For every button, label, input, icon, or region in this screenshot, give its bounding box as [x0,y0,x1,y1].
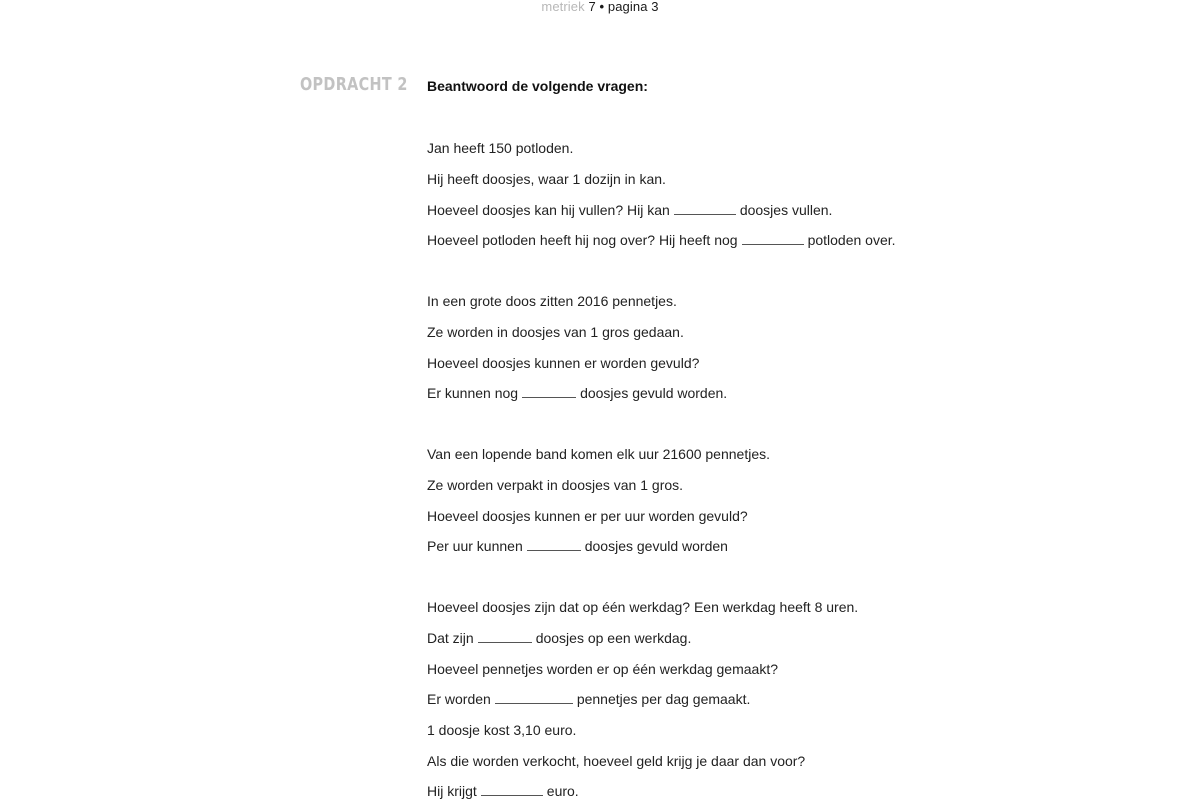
question-line [427,599,858,615]
page-header [0,0,1200,14]
answer-blank[interactable] [481,794,543,796]
answer-blank[interactable] [478,641,532,643]
question-text: Hoeveel doosjes kunnen er worden gevuld? [427,355,700,371]
question-line [427,324,684,340]
header-page: pagina 3 [607,0,659,14]
question-line [427,783,579,799]
question-line [427,508,748,524]
question-line [427,722,576,738]
question-line [427,171,666,187]
question-text: Ze worden verpakt in doosjes van 1 gros. [427,477,684,493]
answer-blank[interactable] [742,243,804,245]
question-text: Van een lopende band komen elk uur 21600 pennetjes. [427,446,771,462]
question-line [427,691,750,707]
question-line [427,202,832,218]
question-text: Hoeveel potloden heeft hij nog over? Hij heeft nog [427,232,738,248]
question-line [427,232,896,248]
answer-blank[interactable] [522,396,576,398]
assignment-instruction: Beantwoord de volgende vragen: [427,78,648,94]
question-line [427,538,728,554]
header-number: 7 [588,0,596,14]
header-brand: metriek [541,0,585,14]
question-line [427,355,699,371]
question-text: Hij heeft doosjes, waar 1 dozijn in kan. [427,171,666,187]
answer-blank[interactable] [495,702,573,704]
question-text: doosjes vullen. [739,202,833,218]
question-text: Ze worden in doosjes van 1 gros gedaan. [427,324,684,340]
question-text: doosjes op een werkdag. [535,630,692,646]
question-text: potloden over. [807,232,896,248]
question-line [427,753,805,769]
question-text: Dat zijn [427,630,474,646]
question-line [427,385,727,401]
question-text: Hoeveel doosjes kunnen er per uur worden gevuld? [427,508,748,524]
question-text: Er kunnen nog [427,385,519,401]
question-text: Per uur kunnen [427,538,523,554]
question-text: 1 doosje kost 3,10 euro. [427,722,577,738]
question-text: Jan heeft 150 potloden. [427,140,574,156]
question-line [427,661,778,677]
question-text: Hoeveel pennetjes worden er op één werkdag gemaakt? [427,661,779,677]
question-text: Hoeveel doosjes kan hij vullen? Hij kan [427,202,670,218]
question-text: euro. [546,783,579,799]
question-text: doosjes gevuld worden. [580,385,728,401]
assignment-label: OPDRACHT 2 [300,74,408,95]
question-text: doosjes gevuld worden [584,538,728,554]
question-text: In een grote doos zitten 2016 pennetjes. [427,293,677,309]
answer-blank[interactable] [527,549,581,551]
question-text: Hoeveel doosjes zijn dat op één werkdag? Een werkdag heeft 8 uren. [427,599,859,615]
question-line [427,477,683,493]
question-text: Hij krijgt [427,783,477,799]
question-text: pennetjes per dag gemaakt. [576,691,751,707]
question-text: Er worden [427,691,491,707]
question-line [427,293,677,309]
answer-blank[interactable] [674,213,736,215]
question-line [427,446,770,462]
question-text: Als die worden verkocht, hoeveel geld krijg je daar dan voor? [427,753,806,769]
header-separator: • [599,0,605,14]
question-line [427,630,691,646]
question-line [427,140,573,156]
